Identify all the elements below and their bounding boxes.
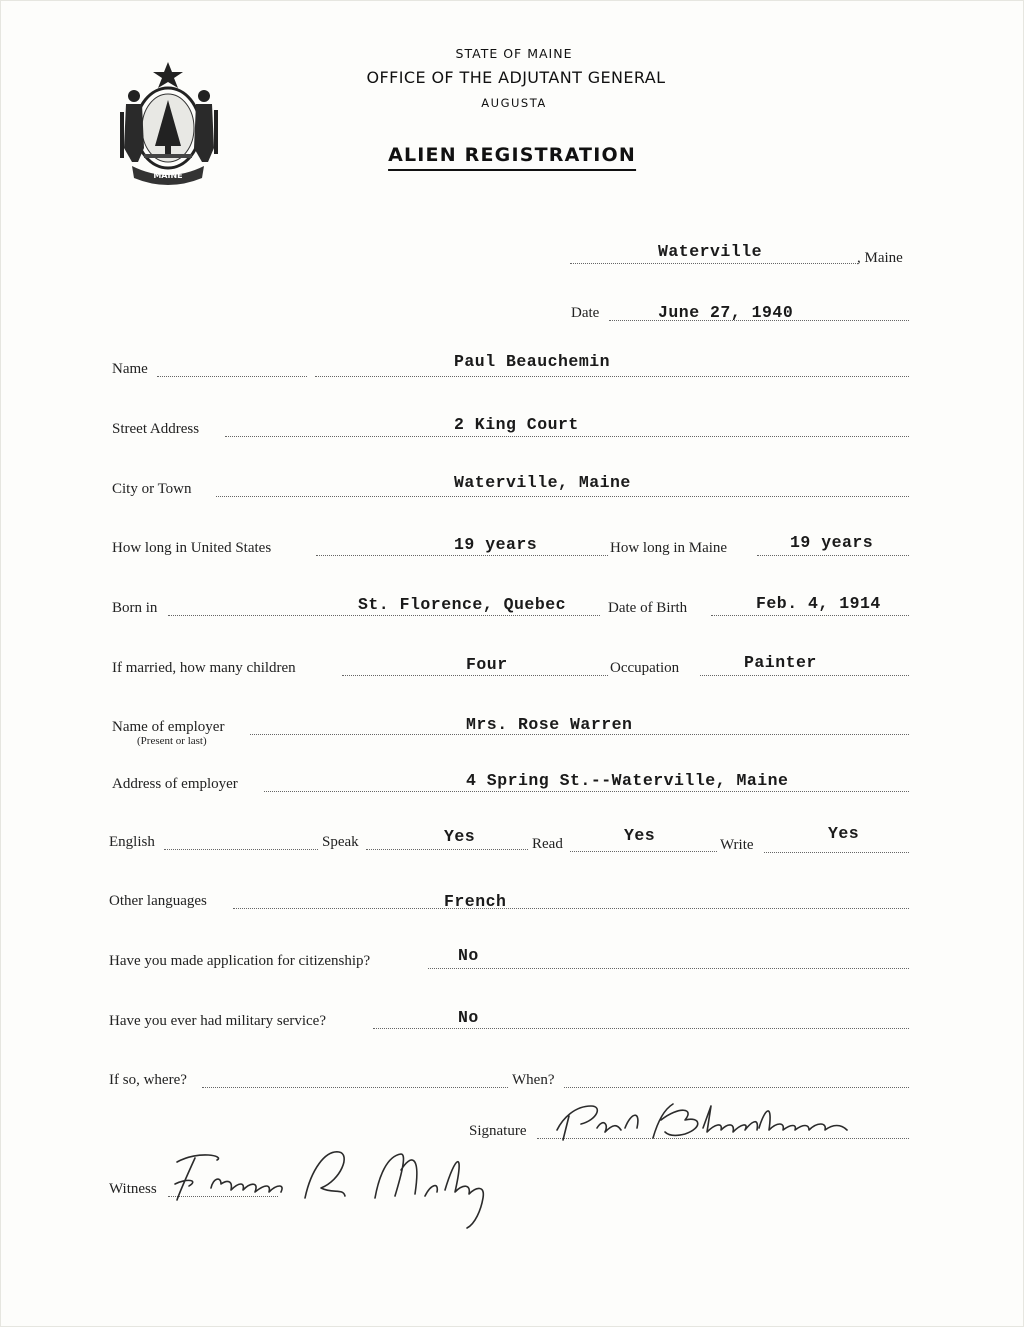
svg-text:MAINE: MAINE: [153, 171, 183, 180]
date-label: Date: [571, 305, 600, 321]
other-languages-value: French: [444, 892, 507, 911]
when-label: When?: [512, 1072, 555, 1088]
speak-value: Yes: [444, 827, 476, 846]
how-long-us-value: 19 years: [454, 535, 538, 554]
employer-address-line: [264, 791, 909, 792]
employer-name-label: Name of employer: [112, 719, 225, 735]
name-label: Name: [112, 361, 148, 377]
children-label: If married, how many children: [112, 660, 296, 676]
born-in-value: St. Florence, Quebec: [358, 595, 567, 614]
how-long-us-line: [316, 555, 608, 556]
street-address-line: [225, 436, 909, 437]
witness-signature-image: [155, 1140, 505, 1232]
if-so-where-line: [202, 1087, 508, 1088]
location-suffix: , Maine: [857, 250, 903, 266]
date-value: June 27, 1940: [658, 303, 794, 322]
employer-name-sublabel: (Present or last): [137, 735, 207, 747]
read-label: Read: [532, 836, 563, 852]
header-office: OFFICE OF THE ADJUTANT GENERAL: [366, 68, 666, 87]
write-value: Yes: [828, 824, 860, 843]
applicant-signature-image: [545, 1094, 865, 1150]
form-title: ALIEN REGISTRATION: [388, 144, 636, 171]
name-line: [315, 376, 909, 377]
military-label: Have you ever had military service?: [109, 1013, 326, 1029]
read-value: Yes: [624, 826, 656, 845]
employer-name-value: Mrs. Rose Warren: [466, 715, 633, 734]
when-line: [564, 1087, 909, 1088]
english-line: [164, 849, 318, 850]
write-line: [764, 852, 909, 853]
date-of-birth-line: [711, 615, 909, 616]
citizenship-line: [428, 968, 909, 969]
state-seal-icon: [112, 58, 224, 186]
name-value: Paul Beauchemin: [454, 352, 611, 371]
military-line: [373, 1028, 909, 1029]
citizenship-value: No: [458, 946, 479, 965]
how-long-maine-value: 19 years: [790, 533, 874, 552]
other-languages-label: Other languages: [109, 893, 207, 909]
employer-name-line: [250, 734, 909, 735]
city-label: City or Town: [112, 481, 192, 497]
occupation-line: [700, 675, 909, 676]
street-address-label: Street Address: [112, 421, 200, 437]
how-long-maine-line: [757, 555, 909, 556]
other-languages-line: [233, 908, 909, 909]
date-of-birth-label: Date of Birth: [608, 600, 688, 616]
how-long-us-label: How long in United States: [112, 540, 272, 556]
city-value: Waterville, Maine: [454, 473, 631, 492]
signature-label: Signature: [469, 1123, 527, 1139]
english-label: English: [109, 834, 155, 850]
employer-address-value: 4 Spring St.--Waterville, Maine: [466, 771, 789, 790]
citizenship-label: Have you made application for citizenship?: [109, 953, 371, 969]
how-long-maine-label: How long in Maine: [610, 540, 728, 556]
read-line: [570, 851, 717, 852]
header-state: STATE OF MAINE: [455, 46, 573, 61]
city-line: [216, 496, 909, 497]
if-so-where-label: If so, where?: [109, 1072, 187, 1088]
name-line-short: [157, 376, 307, 377]
born-in-line: [168, 615, 600, 616]
header-city: AUGUSTA: [481, 96, 547, 110]
street-address-value: 2 King Court: [454, 415, 579, 434]
born-in-label: Born in: [112, 600, 158, 616]
date-of-birth-value: Feb. 4, 1914: [756, 594, 881, 613]
location-line: [570, 263, 858, 264]
occupation-value: Painter: [744, 653, 817, 672]
children-value: Four: [466, 655, 508, 674]
military-value: No: [458, 1008, 479, 1027]
location-value: Waterville: [658, 242, 763, 261]
employer-address-label: Address of employer: [112, 776, 238, 792]
speak-label: Speak: [322, 834, 359, 850]
children-line: [342, 675, 608, 676]
occupation-label: Occupation: [610, 660, 680, 676]
write-label: Write: [720, 837, 754, 853]
witness-label: Witness: [109, 1181, 157, 1197]
speak-line: [366, 849, 528, 850]
